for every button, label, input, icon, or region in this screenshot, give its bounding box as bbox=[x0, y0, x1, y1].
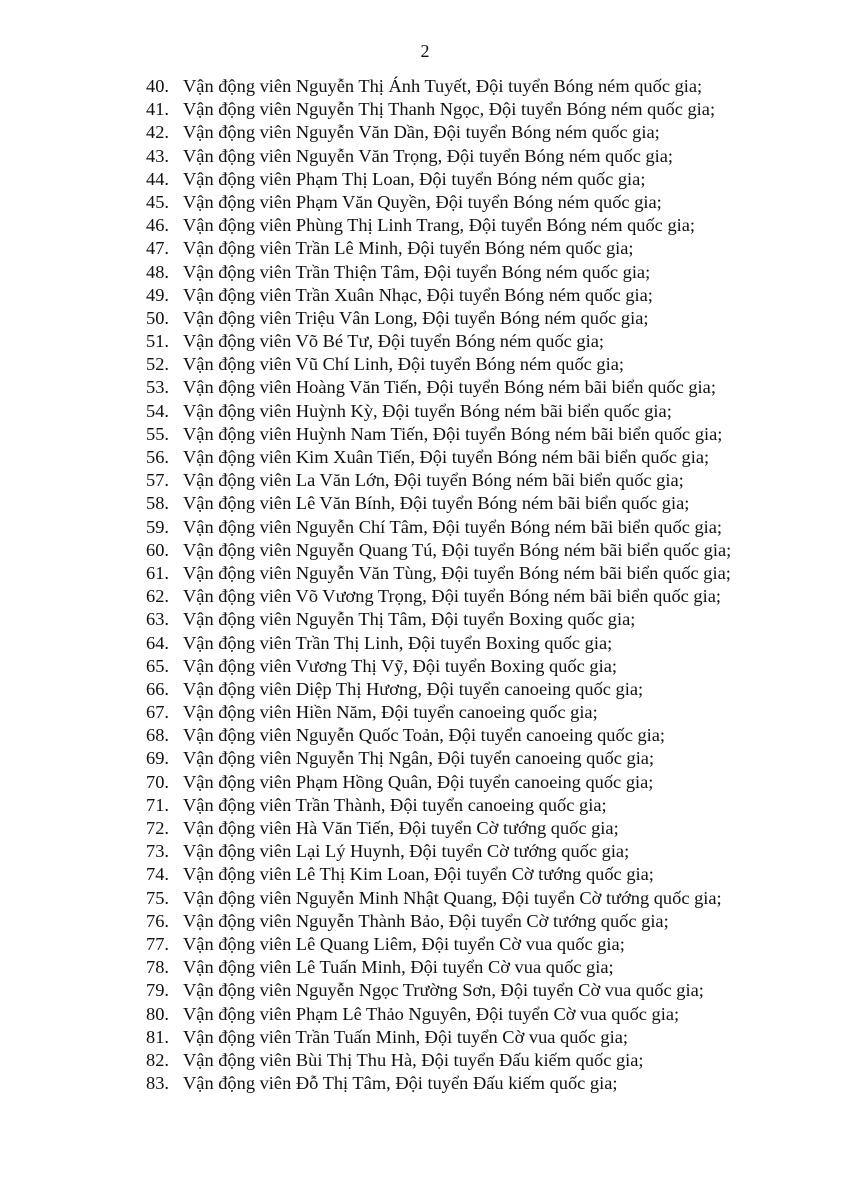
item-text: Vận động viên Diệp Thị Hương, Đội tuyển canoeing quốc gia; bbox=[183, 678, 644, 699]
list-item bbox=[146, 1072, 786, 1095]
list-item bbox=[146, 469, 786, 492]
item-text: Vận động viên Nguyễn Thành Bảo, Đội tuyển Cờ tướng quốc gia; bbox=[183, 910, 669, 931]
list-item bbox=[146, 446, 786, 469]
item-number: 79. bbox=[146, 980, 169, 1001]
item-text: Vận động viên Kim Xuân Tiến, Đội tuyển Bóng ném bãi biển quốc gia; bbox=[183, 447, 710, 467]
item-number: 73. bbox=[146, 841, 169, 862]
item-number: 43. bbox=[146, 145, 169, 166]
item-number: 57. bbox=[146, 470, 169, 491]
item-number: 81. bbox=[146, 1026, 169, 1047]
item-text: Vận động viên Vũ Chí Linh, Đội tuyển Bóng ném quốc gia; bbox=[183, 354, 624, 375]
item-text: Vận động viên Vương Thị Vỹ, Đội tuyển Boxing quốc gia; bbox=[183, 655, 617, 676]
item-number: 49. bbox=[146, 284, 169, 305]
item-number: 56. bbox=[146, 447, 169, 467]
item-number: 83. bbox=[146, 1073, 169, 1094]
item-text: Vận động viên Lê Thị Kim Loan, Đội tuyển Cờ tướng quốc gia; bbox=[183, 864, 654, 885]
list-item bbox=[146, 863, 786, 886]
item-text: Vận động viên Lê Văn Bính, Đội tuyển Bóng ném bãi biển quốc gia; bbox=[183, 493, 690, 514]
item-text: Vận động viên Trần Tuấn Minh, Đội tuyển Cờ vua quốc gia; bbox=[183, 1026, 628, 1047]
list-item bbox=[146, 1026, 786, 1049]
item-text: Vận động viên Lê Tuấn Minh, Đội tuyển Cờ vua quốc gia; bbox=[183, 957, 614, 978]
list-item bbox=[146, 585, 786, 608]
list-item bbox=[146, 423, 786, 446]
item-number: 60. bbox=[146, 539, 169, 560]
item-number: 61. bbox=[146, 562, 169, 583]
list-item bbox=[146, 724, 786, 747]
item-text: Vận động viên Nguyễn Thị Thanh Ngọc, Đội tuyển Bóng ném quốc gia; bbox=[183, 99, 716, 120]
item-text: Vận động viên Nguyễn Minh Nhật Quang, Đội tuyển Cờ tướng quốc gia; bbox=[183, 887, 722, 908]
list-item bbox=[146, 933, 786, 956]
item-text: Vận động viên Lê Quang Liêm, Đội tuyển Cờ vua quốc gia; bbox=[183, 933, 625, 954]
list-item bbox=[146, 655, 786, 678]
item-number: 80. bbox=[146, 1003, 169, 1024]
list-item bbox=[146, 376, 786, 399]
list-item bbox=[146, 237, 786, 260]
list-item bbox=[146, 353, 786, 376]
list-item bbox=[146, 794, 786, 817]
item-number: 63. bbox=[146, 609, 169, 630]
list-item bbox=[146, 1003, 786, 1026]
item-number: 65. bbox=[146, 655, 169, 676]
item-text: Vận động viên Nguyễn Quốc Toản, Đội tuyển canoeing quốc gia; bbox=[183, 725, 666, 746]
item-text: Vận động viên Phùng Thị Linh Trang, Đội tuyển Bóng ném quốc gia; bbox=[183, 215, 696, 236]
item-text: Vận động viên Đỗ Thị Tâm, Đội tuyển Đấu kiếm quốc gia; bbox=[183, 1073, 618, 1094]
list-item bbox=[146, 840, 786, 863]
list-item bbox=[146, 608, 786, 631]
list-item bbox=[146, 701, 786, 724]
item-number: 68. bbox=[146, 725, 169, 746]
item-text: Vận động viên Nguyễn Quang Tú, Đội tuyển Bóng ném bãi biển quốc gia; bbox=[183, 539, 732, 560]
item-text: Vận động viên Lại Lý Huynh, Đội tuyển Cờ tướng quốc gia; bbox=[183, 841, 630, 862]
list-item bbox=[146, 910, 786, 933]
item-number: 67. bbox=[146, 702, 169, 723]
item-number: 52. bbox=[146, 354, 169, 375]
item-number: 70. bbox=[146, 771, 169, 792]
item-number: 62. bbox=[146, 586, 169, 607]
list-item bbox=[146, 887, 786, 910]
list-item bbox=[146, 330, 786, 353]
page-number: 2 bbox=[420, 41, 430, 61]
item-text: Vận động viên Nguyễn Chí Tâm, Đội tuyển Bóng ném bãi biển quốc gia; bbox=[183, 516, 723, 537]
list-item bbox=[146, 400, 786, 423]
list-item bbox=[146, 168, 786, 191]
item-text: Vận động viên Nguyễn Văn Trọng, Đội tuyển Bóng ném quốc gia; bbox=[183, 145, 674, 166]
list-item bbox=[146, 307, 786, 330]
item-text: Vận động viên Hà Văn Tiến, Đội tuyển Cờ tướng quốc gia; bbox=[183, 818, 619, 838]
item-text: Vận động viên Võ Bé Tư, Đội tuyển Bóng ném quốc gia; bbox=[183, 331, 604, 352]
item-text: Vận động viên Trần Lê Minh, Đội tuyển Bóng ném quốc gia; bbox=[183, 238, 634, 259]
item-text: Vận động viên Hiền Năm, Đội tuyển canoeing quốc gia; bbox=[183, 702, 598, 723]
item-text: Vận động viên Huỳnh Kỳ, Đội tuyển Bóng ném bãi biển quốc gia; bbox=[183, 400, 672, 421]
item-number: 77. bbox=[146, 933, 169, 954]
list-item bbox=[146, 284, 786, 307]
list-item bbox=[146, 191, 786, 214]
item-number: 40. bbox=[146, 76, 169, 96]
list-item bbox=[146, 121, 786, 144]
item-text: Vận động viên Phạm Thị Loan, Đội tuyển Bóng ném quốc gia; bbox=[183, 168, 646, 189]
list-item bbox=[146, 98, 786, 121]
list-item bbox=[146, 75, 786, 98]
item-text: Vận động viên Phạm Lê Thảo Nguyên, Đội tuyển Cờ vua quốc gia; bbox=[183, 1003, 680, 1024]
item-text: Vận động viên Trần Thị Linh, Đội tuyển Boxing quốc gia; bbox=[183, 632, 613, 653]
item-number: 75. bbox=[146, 887, 169, 908]
list-item bbox=[146, 562, 786, 585]
list-item bbox=[146, 747, 786, 770]
item-number: 58. bbox=[146, 493, 169, 514]
item-text: Vận động viên Phạm Văn Quyền, Đội tuyển Bóng ném quốc gia; bbox=[183, 191, 662, 212]
list-item bbox=[146, 678, 786, 701]
item-number: 71. bbox=[146, 794, 169, 815]
item-number: 51. bbox=[146, 331, 169, 352]
list-item bbox=[146, 492, 786, 515]
item-text: Vận động viên Nguyễn Văn Tùng, Đội tuyển Bóng ném bãi biển quốc gia; bbox=[183, 562, 731, 583]
item-text: Vận động viên Trần Xuân Nhạc, Đội tuyển Bóng ném quốc gia; bbox=[183, 284, 653, 305]
list-item bbox=[146, 261, 786, 284]
item-text: Vận động viên Huỳnh Nam Tiến, Đội tuyển Bóng ném bãi biển quốc gia; bbox=[183, 423, 723, 444]
list-item bbox=[146, 516, 786, 539]
item-number: 64. bbox=[146, 632, 169, 653]
item-text: Vận động viên Nguyễn Ngọc Trường Sơn, Đội tuyển Cờ vua quốc gia; bbox=[183, 980, 704, 1001]
item-text: Vận động viên Bùi Thị Thu Hà, Đội tuyển Đấu kiếm quốc gia; bbox=[183, 1049, 644, 1070]
list-item bbox=[146, 539, 786, 562]
item-text: Vận động viên Nguyễn Thị Ngân, Đội tuyển canoeing quốc gia; bbox=[183, 748, 655, 769]
list-item bbox=[146, 956, 786, 979]
item-text: Vận động viên Nguyễn Văn Dần, Đội tuyển Bóng ném quốc gia; bbox=[183, 122, 660, 143]
item-number: 54. bbox=[146, 400, 169, 421]
item-number: 78. bbox=[146, 957, 169, 978]
item-number: 50. bbox=[146, 307, 169, 328]
item-number: 41. bbox=[146, 99, 169, 120]
item-text: Vận động viên Nguyễn Thị Tâm, Đội tuyển Boxing quốc gia; bbox=[183, 609, 636, 630]
item-number: 74. bbox=[146, 864, 169, 885]
list-item bbox=[146, 979, 786, 1002]
item-number: 45. bbox=[146, 191, 169, 212]
item-number: 59. bbox=[146, 516, 169, 537]
item-number: 76. bbox=[146, 910, 169, 931]
item-text: Vận động viên Triệu Vân Long, Đội tuyển Bóng ném quốc gia; bbox=[183, 307, 649, 328]
item-number: 55. bbox=[146, 423, 169, 444]
item-number: 44. bbox=[146, 168, 169, 189]
item-text: Vận động viên Nguyễn Thị Ánh Tuyết, Đội tuyển Bóng ném quốc gia; bbox=[183, 76, 703, 96]
list-item bbox=[146, 817, 786, 840]
athlete-list bbox=[146, 75, 786, 1095]
list-item bbox=[146, 1049, 786, 1072]
item-text: Vận động viên La Văn Lớn, Đội tuyển Bóng ném bãi biển quốc gia; bbox=[183, 470, 684, 491]
item-number: 47. bbox=[146, 238, 169, 259]
item-number: 42. bbox=[146, 122, 169, 143]
list-item bbox=[146, 771, 786, 794]
item-number: 46. bbox=[146, 215, 169, 236]
item-text: Vận động viên Trần Thành, Đội tuyển canoeing quốc gia; bbox=[183, 794, 607, 815]
item-number: 48. bbox=[146, 261, 169, 282]
item-number: 66. bbox=[146, 678, 169, 699]
list-item bbox=[146, 145, 786, 168]
list-item bbox=[146, 214, 786, 237]
item-text: Vận động viên Hoàng Văn Tiến, Đội tuyển Bóng ném bãi biển quốc gia; bbox=[183, 377, 716, 398]
item-number: 72. bbox=[146, 818, 169, 838]
list-item bbox=[146, 632, 786, 655]
item-number: 69. bbox=[146, 748, 169, 769]
item-number: 53. bbox=[146, 377, 169, 398]
item-number: 82. bbox=[146, 1049, 169, 1070]
item-text: Vận động viên Trần Thiện Tâm, Đội tuyển Bóng ném quốc gia; bbox=[183, 261, 651, 282]
item-text: Vận động viên Phạm Hồng Quân, Đội tuyển canoeing quốc gia; bbox=[183, 771, 654, 792]
item-text: Vận động viên Võ Vương Trọng, Đội tuyển Bóng ném bãi biển quốc gia; bbox=[183, 586, 722, 607]
